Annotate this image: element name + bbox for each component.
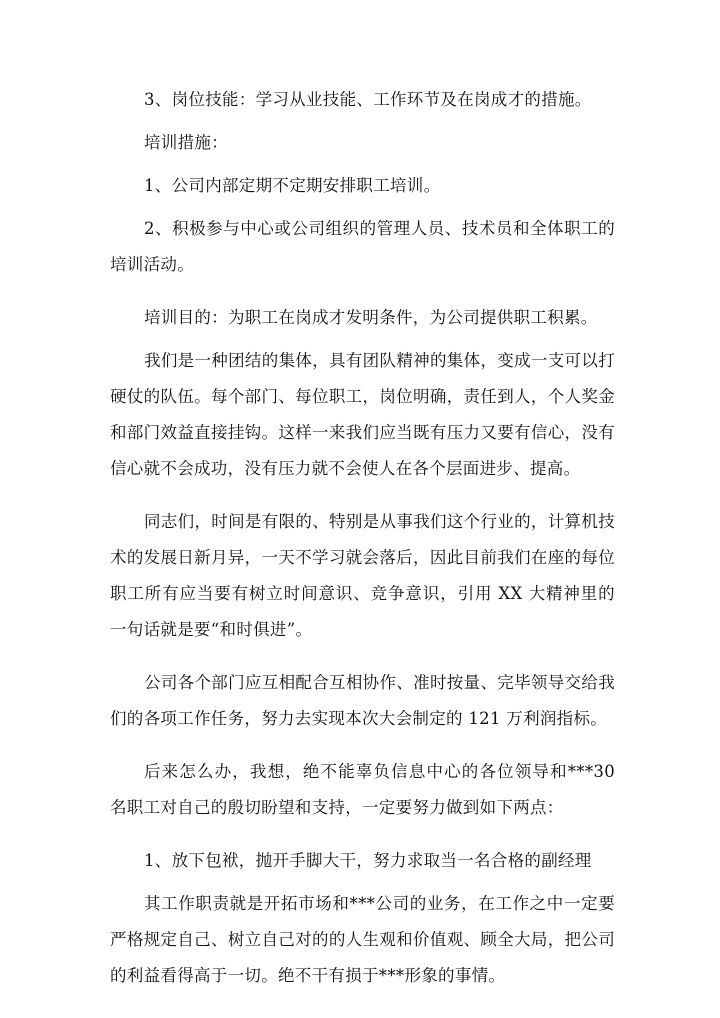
paragraph-measure-2: 2、积极参与中心或公司组织的管理人员、技术员和全体职工的培训活动。	[110, 219, 615, 274]
paragraph-measure-1: 1、公司内部定期不定期安排职工培训。	[144, 176, 441, 195]
paragraph-plan: 后来怎么办，我想，绝不能辜负信息中心的各位领导和***30 名职工对自己的殷切盼望和支持，一定要努力做到如下两点：	[110, 762, 615, 817]
paragraph-time-awareness: 同志们，时间是有限的、特别是从事我们这个行业的，计算机技术的发展日新月异，一天不学习就会落后，因此目前我们在座的每位职工所有应当要有树立时间意识、竞争意识，引用 XX 大精神里的一句话就是要“和时俱进”。	[110, 512, 615, 639]
document-body	[110, 82, 615, 1011]
paragraph-job-skills: 3、岗位技能：学习从业技能、工作环节及在岗成才的措施。	[144, 90, 592, 109]
paragraph-point-1: 1、放下包袱，抛开手脚大干，努力求取当一名合格的副经理	[144, 851, 592, 870]
paragraph-training-purpose: 培训目的：为职工在岗成才发明条件，为公司提供职工积累。	[144, 308, 598, 327]
paragraph-duties: 其工作职责就是开拓市场和***公司的业务，在工作之中一定要严格规定自己、树立自己对的的人生观和价值观、顾全大局，把公司的利益看得高于一切。绝不干有损于***形象的事情。	[110, 894, 615, 985]
paragraph-team-spirit: 我们是一种团结的集体，具有团队精神的集体，变成一支可以打硬仗的队伍。每个部门、每位职工，岗位明确，责任到人，个人奖金和部门效益直接挂钩。这样一来我们应当既有压力又要有信心，没有信心就不会成功，没有压力就不会使人在各个层面进步、提高。	[110, 351, 615, 478]
paragraph-cooperation: 公司各个部门应互相配合互相协作、准时按量、完毕领导交给我们的各项工作任务，努力去实现本次大会制定的 121 万利润指标。	[110, 673, 615, 728]
paragraph-training-measures-heading: 培训措施：	[144, 133, 228, 152]
